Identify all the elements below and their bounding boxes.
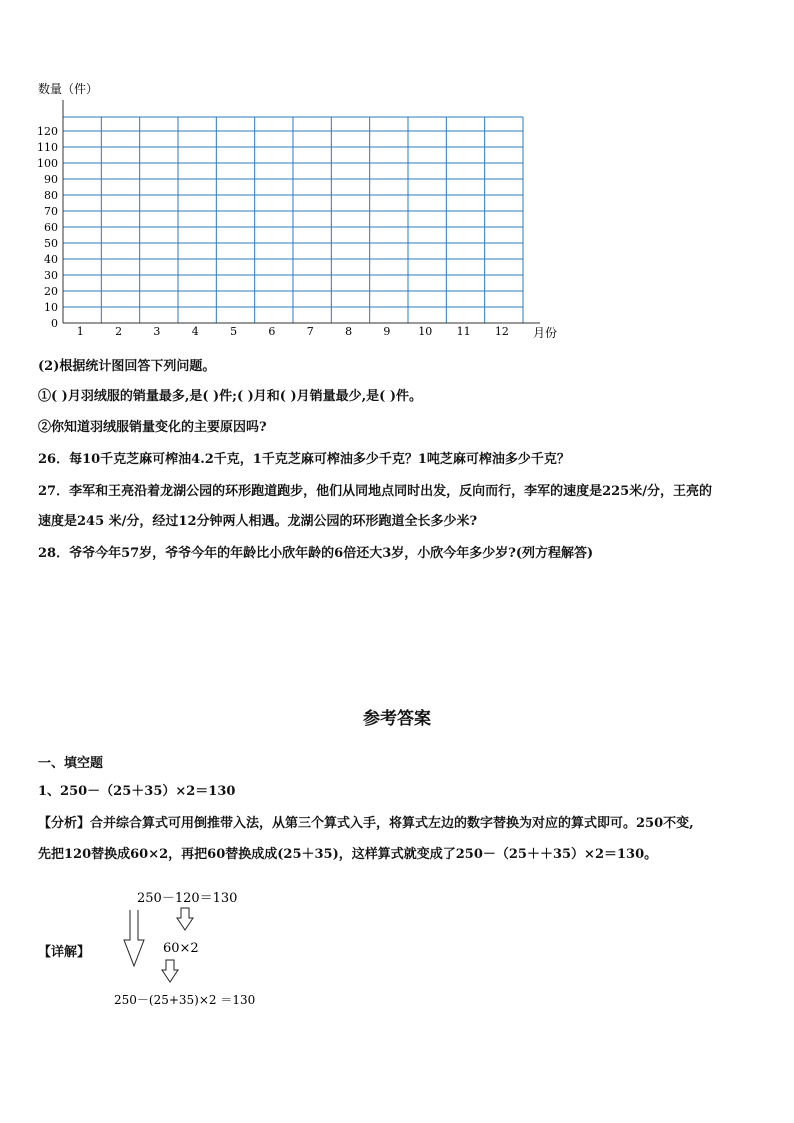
detail-label: 【详解】 xyxy=(38,945,91,960)
x-tick-label: 4 xyxy=(191,325,199,338)
y-tick-label: 80 xyxy=(44,189,58,202)
diagram-step3: 250－(25+35)×2 ＝130 xyxy=(114,993,256,1007)
x-tick-label: 8 xyxy=(345,325,353,338)
x-tick-label: 12 xyxy=(494,325,509,338)
question-1: ①( )月羽绒服的销量最多,是( )件;( )月和( )月销量最少,是( )件。 xyxy=(38,389,422,404)
chart-x-ticks xyxy=(77,325,509,338)
x-tick-label: 2 xyxy=(115,325,123,338)
y-tick-label: 60 xyxy=(44,221,58,234)
y-tick-label: 50 xyxy=(44,237,58,250)
section-heading: 一、填空题 xyxy=(38,756,104,771)
analysis-line1: 【分析】合并综合算式可用倒推带入法，从第三个算式入手，将算式左边的数字替换为对应的算式即可。250不变, xyxy=(38,816,694,831)
x-tick-label: 5 xyxy=(230,325,238,338)
y-tick-label: 10 xyxy=(44,301,58,314)
y-tick-label: 110 xyxy=(37,141,58,154)
question-27-line1: 27．李军和王亮沿着龙湖公园的环形跑道跑步，他们从同地点同时出发，反向而行，李军的速度是225米/分，王亮的 xyxy=(38,484,712,499)
y-tick-label: 120 xyxy=(37,125,58,138)
y-tick-label: 30 xyxy=(44,269,58,282)
x-tick-label: 1 xyxy=(76,325,84,338)
y-tick-label: 90 xyxy=(44,173,58,186)
x-tick-label: 9 xyxy=(383,325,391,338)
y-tick-label: 70 xyxy=(44,205,58,218)
x-tick-label: 10 xyxy=(418,325,433,338)
y-tick-label: 40 xyxy=(44,253,58,266)
y-tick-label: 20 xyxy=(44,285,58,298)
line-chart-grid xyxy=(0,0,794,345)
analysis-line2: 先把120替换成60×2，再把60替换成成(25＋35)，这样算式就变成了250－（25＋＋35）×2＝130。 xyxy=(38,847,658,862)
substitution-diagram xyxy=(0,880,320,1020)
question-2: ②你知道羽绒服销量变化的主要原因吗? xyxy=(38,420,267,435)
chart-ylabel: 数量（件） xyxy=(38,82,99,96)
down-arrow-icon xyxy=(124,910,144,966)
chart-y-ticks xyxy=(37,125,58,330)
x-tick-label: 6 xyxy=(268,325,276,338)
diagram-step1: 250－120＝130 xyxy=(137,891,238,906)
down-arrow-icon-small xyxy=(177,908,193,930)
answers-title: 参考答案 xyxy=(363,709,431,729)
chart-xlabel: 月份 xyxy=(533,326,558,340)
down-arrow-icon-small-2 xyxy=(162,960,178,982)
answer-1: 1、250－（25＋35）×2＝130 xyxy=(38,784,236,799)
x-tick-label: 11 xyxy=(456,325,471,338)
chart-grid-lines xyxy=(63,117,523,323)
question-28: 28．爷爷今年57岁，爷爷今年的年龄比小欣年龄的6倍还大3岁，小欣今年多少岁?(列方程解答) xyxy=(38,546,594,561)
x-tick-label: 7 xyxy=(306,325,314,338)
y-tick-label: 100 xyxy=(37,157,58,170)
x-tick-label: 3 xyxy=(153,325,161,338)
question-27-line2: 速度是245 米/分，经过12分钟两人相遇。龙湖公园的环形跑道全长多少米? xyxy=(38,514,478,529)
question-26: 26．每10千克芝麻可榨油4.2千克，1千克芝麻可榨油多少千克？1吨芝麻可榨油多少千克？ xyxy=(38,452,570,467)
part2-intro: (2)根据统计图回答下列问题。 xyxy=(38,359,216,374)
y-tick-label: 0 xyxy=(51,317,58,330)
diagram-step2: 60×2 xyxy=(163,941,199,956)
